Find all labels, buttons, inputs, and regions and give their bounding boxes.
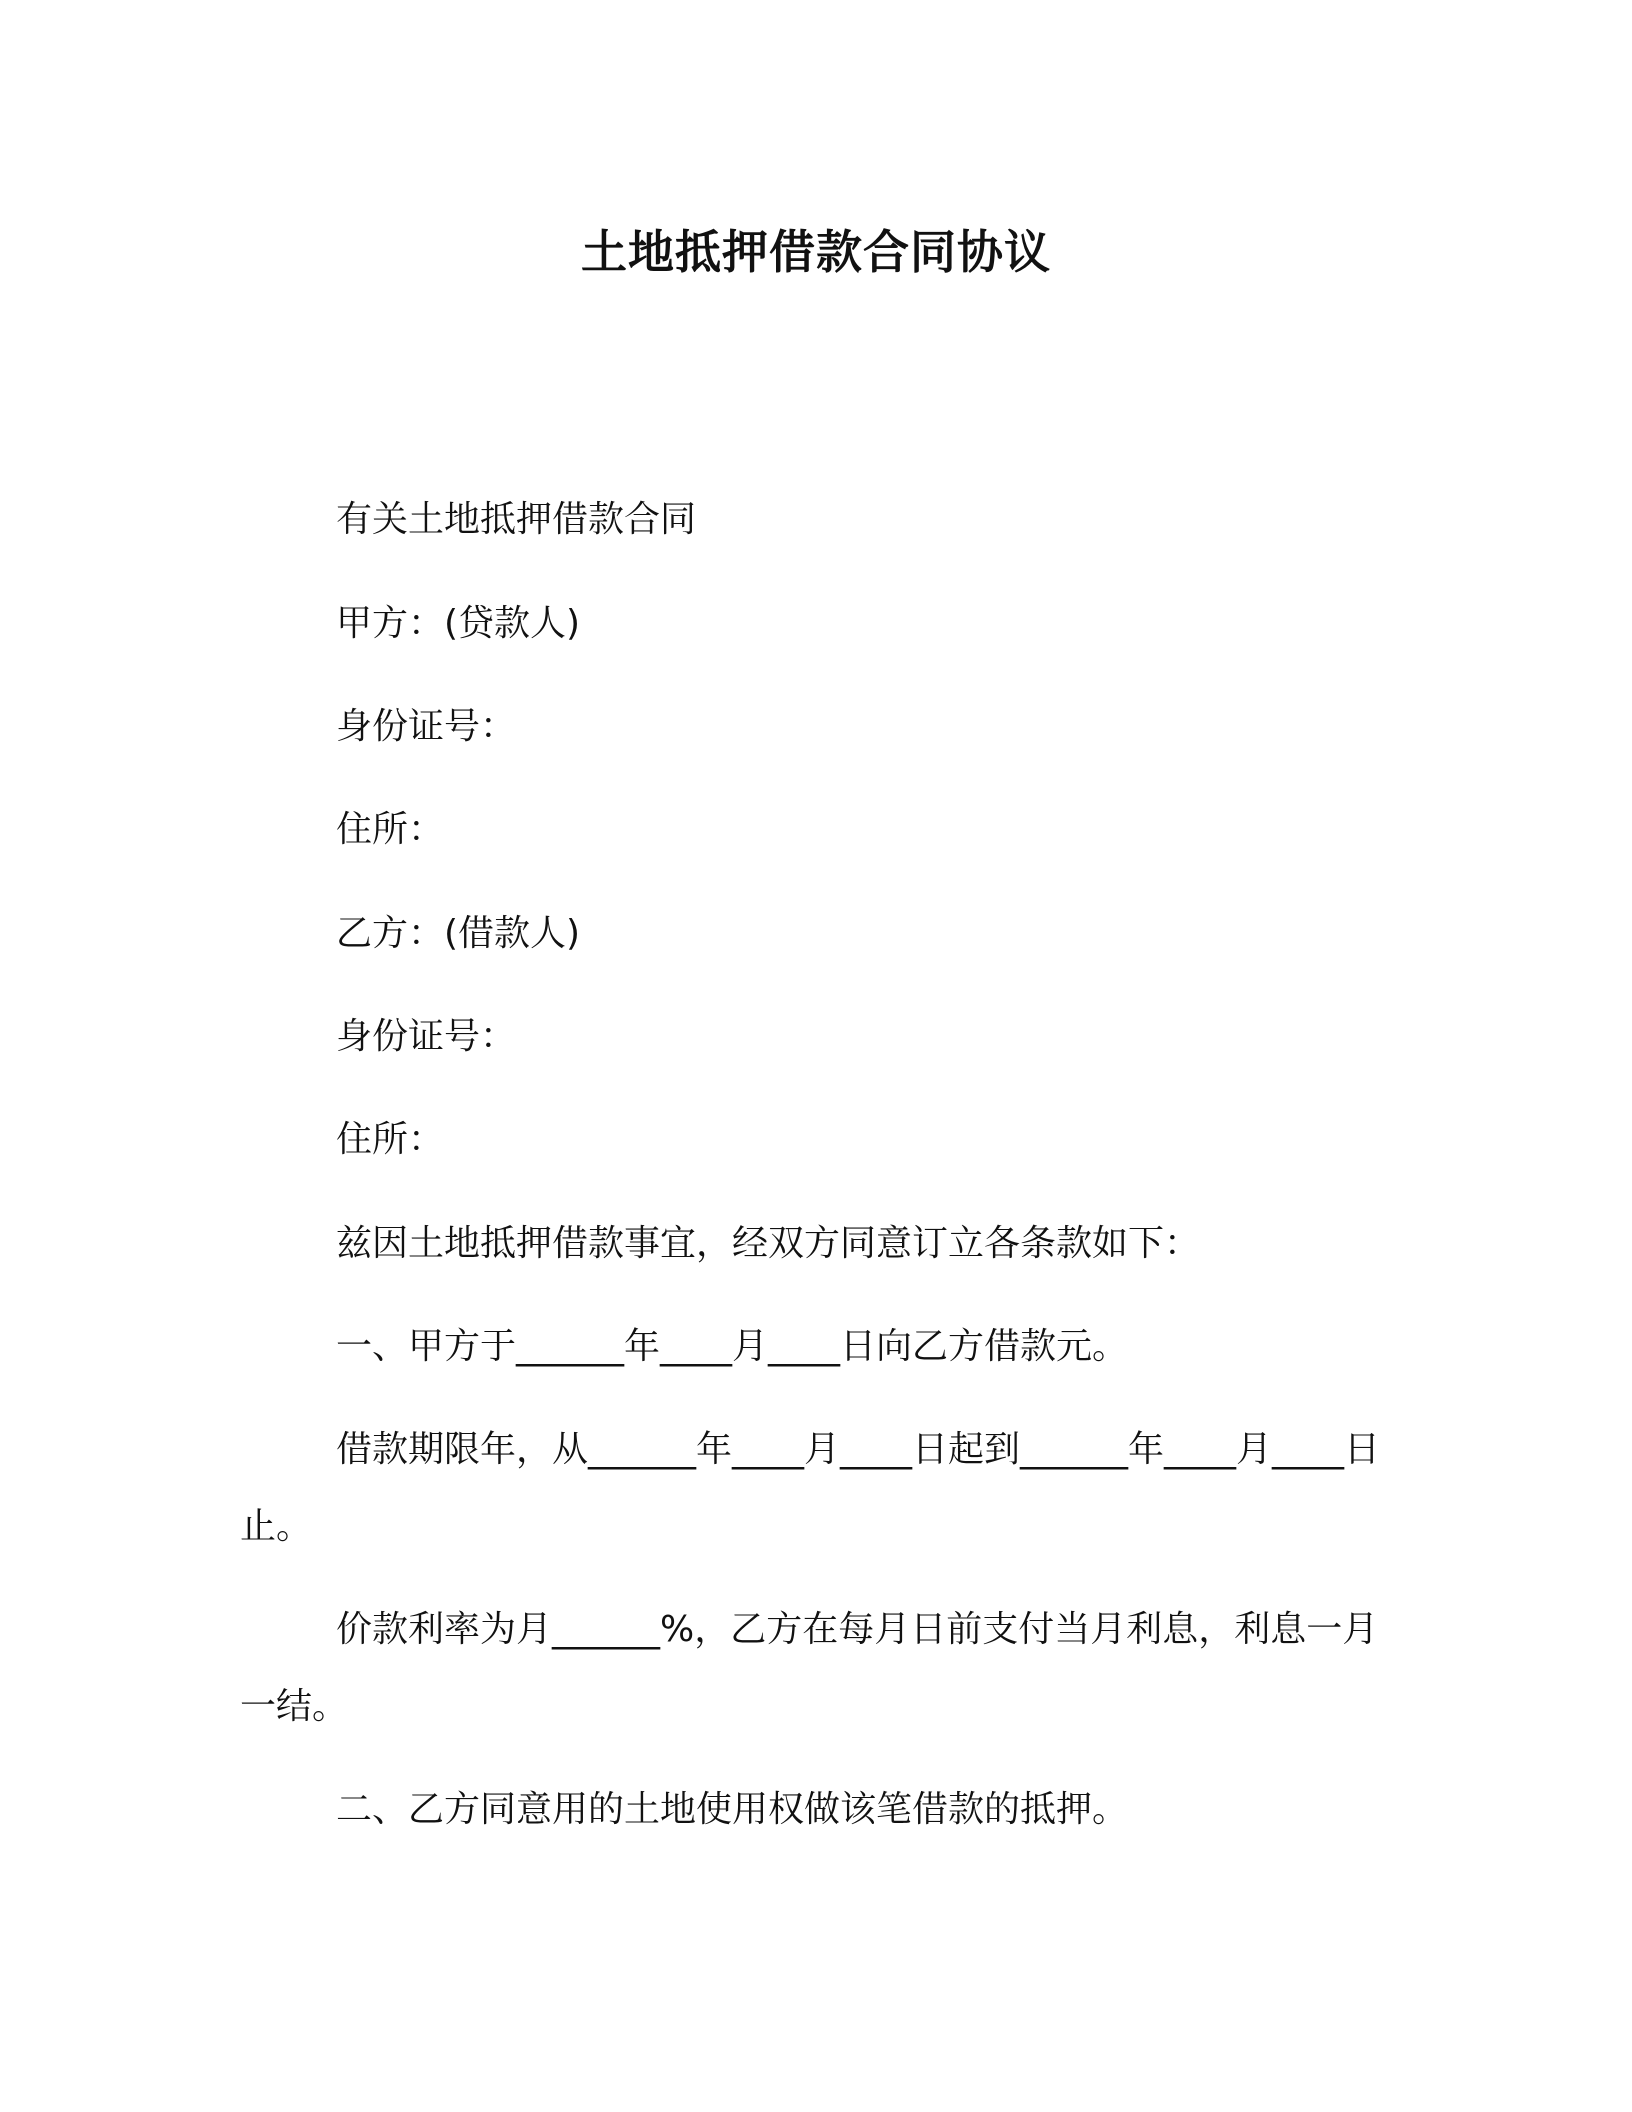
party-b-id-label: 身份证号：	[336, 1016, 517, 1057]
clause-2: 二、乙方同意用的土地使用权做该笔借款的抵押。	[336, 1789, 1129, 1830]
party-a-label: 甲方：(贷款人)	[336, 603, 581, 644]
party-b-address-label: 住所：	[336, 1119, 445, 1160]
interest-paragraph: 价款利率为月______%，乙方在每月日前支付当月利息，利息一月一结。	[240, 1609, 1379, 1727]
loan-term-paragraph: 借款期限年，从______年____月____日起到______年____月____日止。	[240, 1429, 1381, 1547]
document-title: 土地抵押借款合同协议	[581, 225, 1051, 279]
clause-1: 一、甲方于______年____月____日向乙方借款元。	[336, 1326, 1129, 1367]
party-b-label: 乙方：(借款人)	[336, 913, 581, 954]
party-a-id-label: 身份证号：	[336, 706, 517, 747]
contract-subtitle: 有关土地抵押借款合同	[336, 499, 697, 540]
party-a-address-label: 住所：	[336, 809, 445, 850]
contract-preamble: 兹因土地抵押借款事宜，经双方同意订立各条款如下：	[336, 1223, 1201, 1264]
